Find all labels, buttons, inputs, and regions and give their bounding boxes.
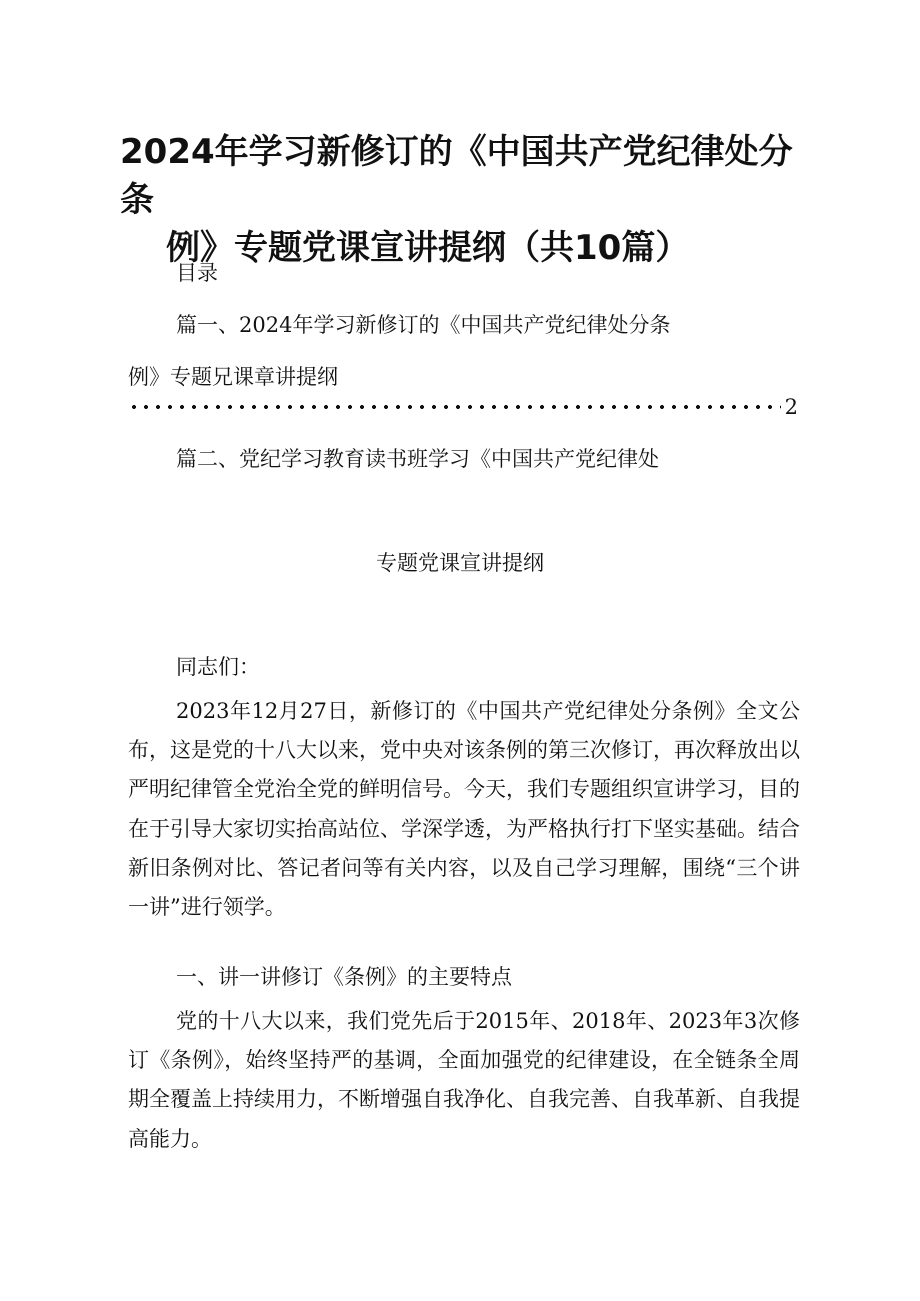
section-subtitle: 专题党课宣讲提纲 [376,551,544,575]
document-title [120,128,800,272]
greeting: 同志们： [176,655,260,679]
document-title-line-2: 例》专题党课宣讲提纲（共10篇） [166,228,690,268]
toc-item-1-leader [128,392,798,422]
toc-item-1-page-number[interactable]: 2 [784,395,798,419]
toc-dot-leader [128,405,781,409]
section-heading-1: 一、讲一讲修订《条例》的主要特点 [176,965,512,989]
body-paragraph-1: 2023年12月27日，新修订的《中国共产党纪律处分条例》全文公布，这是党的十八大以来，党中央对该条例的第三次修订，再次释放出以严明纪律管全党治全党的鲜明信号。今天，我们专题组织宣讲学习，目的在于引导大家切实抬高站位、学深学透，为严格执行打下坚实基础。结合新旧条例对比、答记者问等有关内容，以及自己学习理解，围绕“三个讲一讲”进行领学。 [128,699,800,920]
toc-item-2-line-1[interactable]: 篇二、党纪学习教育读书班学习《中国共产党纪律处 [176,447,659,471]
body-paragraph-2: 党的十八大以来，我们党先后于2015年、2018年、2023年3次修订《条例》，始终坚持严的基调，全面加强党的纪律建设，在全链条全周期全覆盖上持续用力，不断增强自我净化、自我完善、自我革新、自我提高能力。 [128,1009,800,1151]
toc-item-1-line-2[interactable]: 例》专题兄课章讲提纲 [128,365,338,389]
document-title-line-1: 2024年学习新修订的《中国共产党纪律处分条 [120,132,793,220]
toc-heading: 目录 [176,261,218,285]
toc-item-1-line-1[interactable]: 篇一、2024年学习新修订的《中国共产党纪律处分条 [176,313,671,337]
